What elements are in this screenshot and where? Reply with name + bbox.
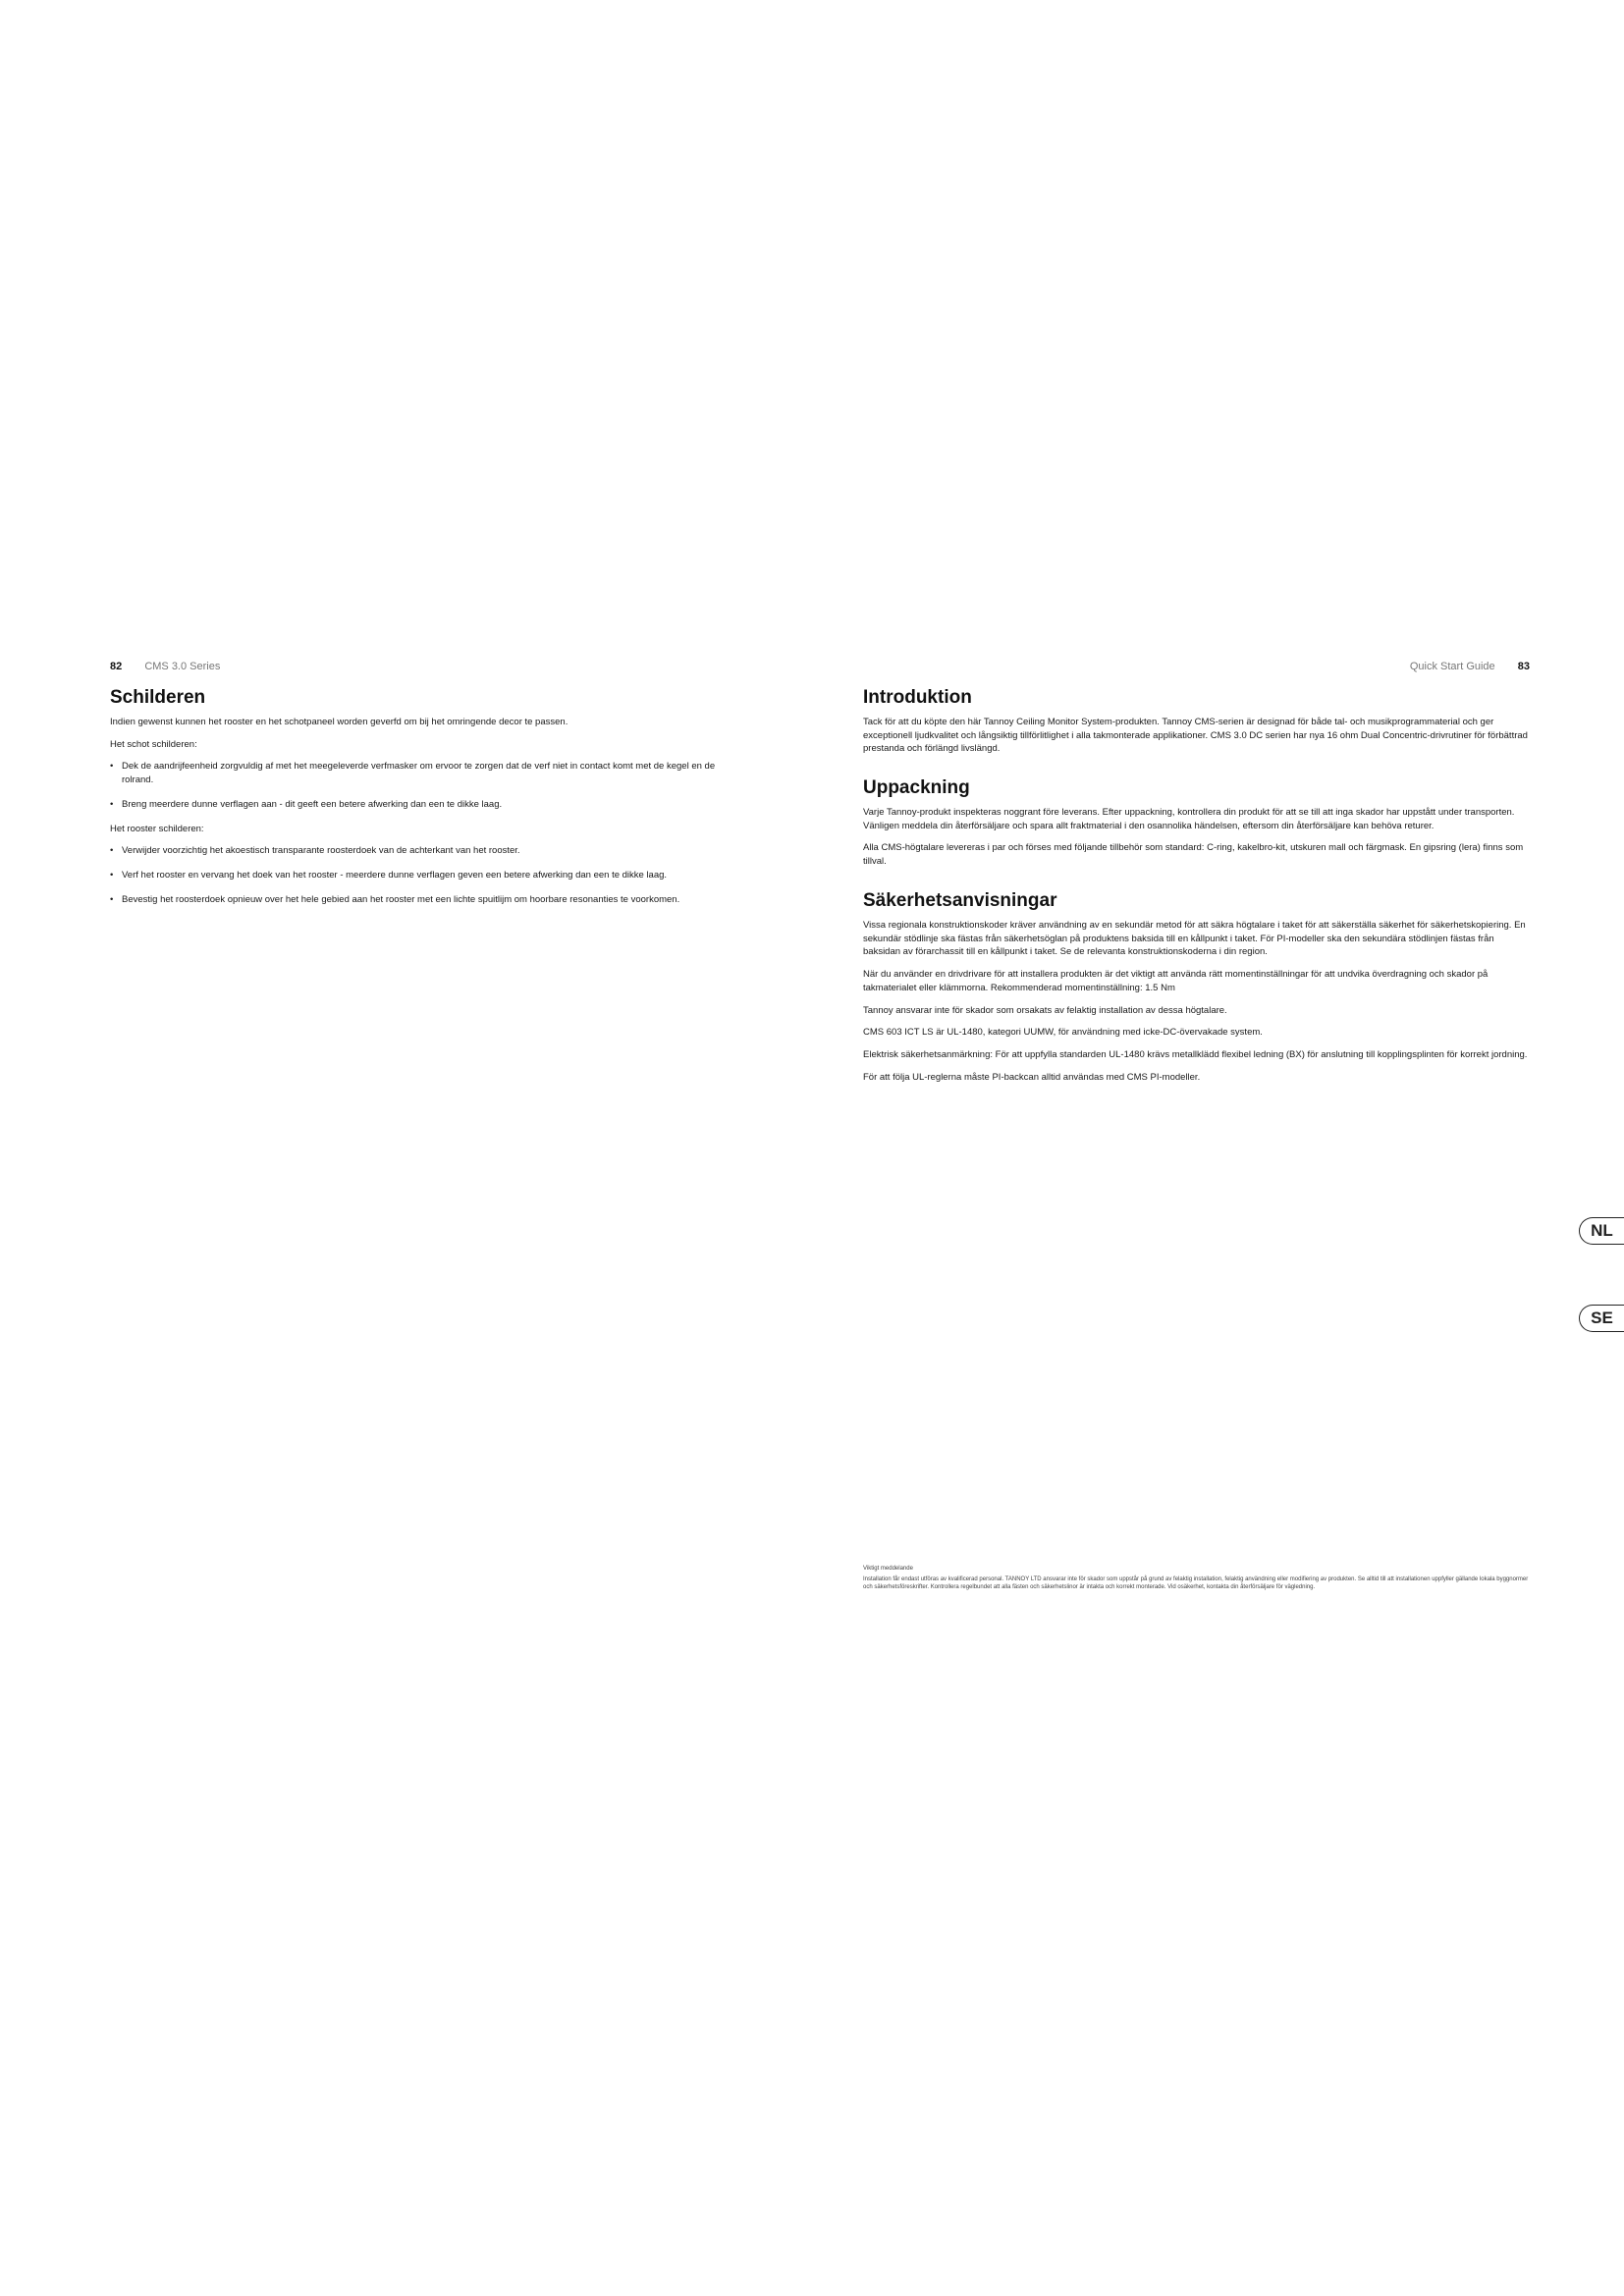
- list-item: • Bevestig het roosterdoek opnieuw over het hele gebied aan het rooster met een lichte spuitlijm om hoorbare resonanties te voorkomen.: [110, 893, 738, 907]
- list-item: • Dek de aandrijfeenheid zorgvuldig af met het meegeleverde verfmasker om ervoor te zorgen dat de verf niet in contact komt met de kegel en de rolrand.: [110, 760, 738, 787]
- panel-bullet-list: [110, 760, 738, 811]
- paragraph: Elektrisk säkerhetsanmärkning: För att uppfylla standarden UL-1480 krävs metallklädd flexibel ledning (BX) för anslutning till kopplingsplinten för korrekt jordning.: [863, 1049, 1528, 1061]
- paragraph: Varje Tannoy-produkt inspekteras noggrant före leverans. Efter uppackning, kontrollera din produkt för att se till att inga skador har uppstått under transporten. Vänligen meddela din återförsäljare och spara allt fraktmaterial i den osannolika händelsen, eftersom din återförsäljare kan behöva returer.: [863, 806, 1515, 831]
- grille-label: Het rooster schilderen:: [110, 823, 204, 834]
- list-item: • Verwijder voorzichtig het akoestisch transparante roosterdoek van de achterkant van het rooster.: [110, 844, 738, 858]
- running-title: CMS 3.0 Series: [144, 661, 221, 672]
- right-page-content: [863, 687, 1531, 1094]
- panel-label: Het schot schilderen:: [110, 738, 197, 750]
- running-title: Quick Start Guide: [1409, 661, 1495, 672]
- footnote-title: Viktigt meddelande: [863, 1566, 913, 1572]
- footnote-text: Installation får endast utföras av kvalificerad personal. TANNOY LTD ansvarar inte för skador som uppstår på grund av felaktig installation, felaktig användning eller modifiering av produkten. Se alltid till att installationen uppfyller gällande lokala byggnormer och säkerhetsföreskrifter. Kontrollera regelbundet att alla fästen och säkerhetslinor är intakta och korrekt monterade. Vid osäkerhet, kontakta din återförsäljare för vägledning.: [863, 1576, 1529, 1591]
- list-item: • Breng meerdere dunne verflagen aan - dit geeft een betere afwerking dan een te dikke laag.: [110, 798, 738, 812]
- paragraph: Tannoy ansvarar inte för skador som orsakats av felaktig installation av dessa högtalare.: [863, 1004, 1227, 1016]
- section-heading-uppackning: Uppackning: [863, 777, 970, 799]
- section-heading: Schilderen: [110, 687, 206, 708]
- language-tab-se: SE: [1579, 1305, 1624, 1332]
- left-page-content: [110, 687, 738, 918]
- intro-paragraph: Indien gewenst kunnen het rooster en het schotpaneel worden geverfd om bij het omringende decor te passen.: [110, 716, 568, 727]
- page-number: 83: [1517, 661, 1530, 672]
- paragraph: CMS 603 ICT LS är UL-1480, kategori UUMW, för användning med icke-DC-övervakade system.: [863, 1027, 1263, 1039]
- left-page-header: [110, 661, 220, 672]
- paragraph: För att följa UL-reglerna måste PI-backcan alltid användas med CMS PI-modeller.: [863, 1071, 1201, 1083]
- grille-bullet-list: [110, 844, 738, 906]
- list-item: • Verf het rooster en vervang het doek van het rooster - meerdere dunne verflagen geven een betere afwerking dan een te dikke laag.: [110, 869, 738, 882]
- page-number: 82: [110, 661, 123, 672]
- language-tab-nl: NL: [1579, 1217, 1624, 1245]
- right-page-header: [1410, 661, 1530, 672]
- section-heading-sakerhetsanvisningar: Säkerhetsanvisningar: [863, 889, 1057, 911]
- paragraph: Tack för att du köpte den här Tannoy Ceiling Monitor System-produkten. Tannoy CMS-serien är designad för både tal- och musikprogrammaterial och ger exceptionell ljudkvalitet och långsiktig tillförlitlighet i alla takmonterade applikationer. CMS 3.0 DC serien har nya 16 ohm Dual Concentric-drivrutiner för förbättrad prestanda och förlängd livslängd.: [863, 716, 1528, 755]
- paragraph: När du använder en drivdrivare för att installera produkten är det viktigt att använda rätt momentinställningar för att undvika överdragning och skador på takmaterialet eller klämmorna. Rekommenderad momentinställning: 1.5 Nm: [863, 969, 1489, 993]
- footnote: [863, 1565, 1531, 1591]
- paragraph: Vissa regionala konstruktionskoder kräver användning av en sekundär metod för att säkra högtalare i taket för att säkerställa säkerhet för säkerhetskopiering. En sekundär stödlinje ska fästas från säkerhetsöglan på produktens baksida till en kållpunkt i taket. För PI-modeller ska den sekundära stödlinjen fästas från baksidan av förarchassit till en kållpunkt i taket. Se de relevanta konstruktionskoderna i din region.: [863, 919, 1526, 958]
- right-page: [812, 0, 1624, 2296]
- paragraph: Alla CMS-högtalare levereras i par och förses med följande tillbehör som standard: C-ring, kakelbro-kit, utskuren mall och färgmask. En gipsring (lera) finns som tillval.: [863, 842, 1524, 868]
- section-heading-introduktion: Introduktion: [863, 687, 972, 708]
